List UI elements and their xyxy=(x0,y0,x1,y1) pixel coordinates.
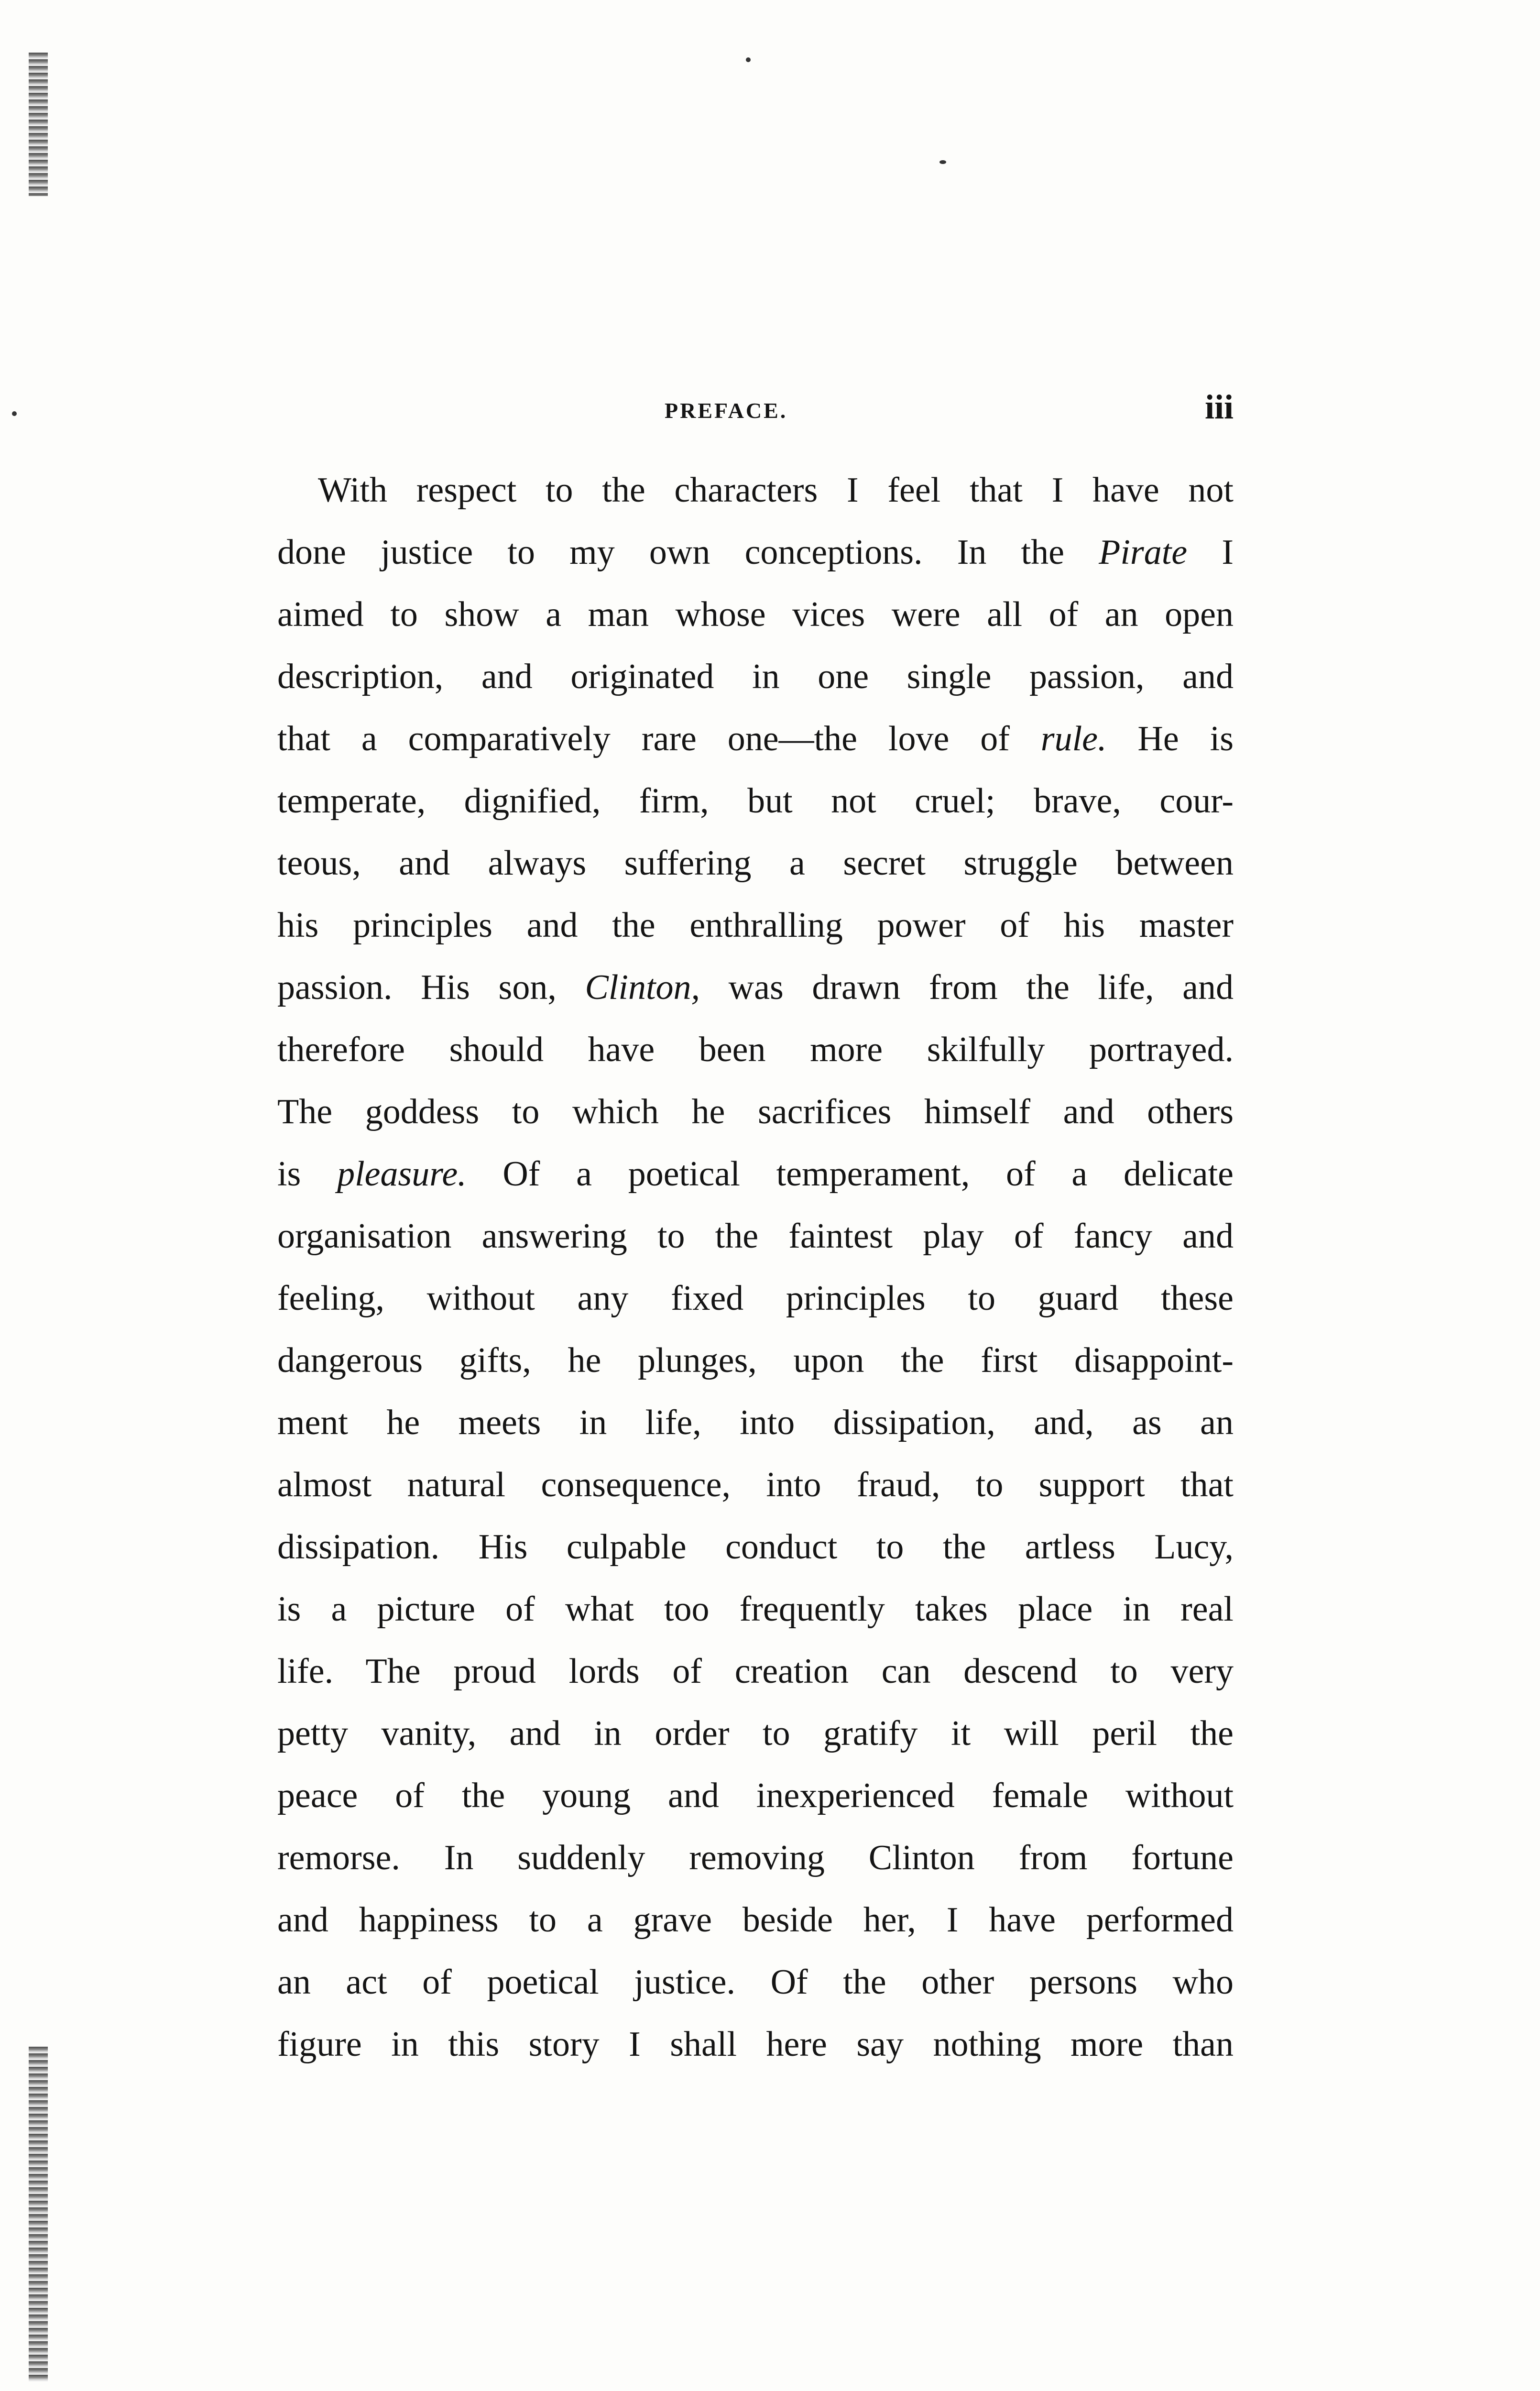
text-segment: He is xyxy=(1106,719,1234,758)
text-segment: an act of poetical justice. Of the other persons who xyxy=(277,1963,1234,2002)
text-segment: remorse. In suddenly removing Clinton from fortune xyxy=(277,1838,1234,1877)
text-segment: passion. His son, xyxy=(277,968,585,1007)
text-line xyxy=(277,1329,1234,1392)
text-segment: I xyxy=(1187,533,1234,572)
italic-text-segment: Pirate xyxy=(1099,533,1188,572)
text-line xyxy=(277,1827,1234,1889)
text-line xyxy=(277,770,1234,832)
text-segment: is a picture of what too frequently takes place in real xyxy=(277,1590,1234,1629)
text-segment: The goddess to which he sacrifices himself and others xyxy=(277,1092,1234,1131)
text-segment: done justice to my own conceptions. In the xyxy=(277,533,1099,572)
italic-text-segment: rule. xyxy=(1040,719,1107,758)
scan-speck xyxy=(939,160,946,164)
text-segment: is xyxy=(277,1154,338,1194)
text-line xyxy=(277,1143,1234,1205)
text-line xyxy=(277,1081,1234,1143)
text-line xyxy=(277,1765,1234,1827)
text-segment: was drawn from the life, and xyxy=(700,968,1234,1007)
text-segment: that a comparatively rare one—the love of xyxy=(277,719,1041,758)
text-line xyxy=(277,646,1234,708)
text-segment: ment he meets in life, into dissipation, and, as an xyxy=(277,1403,1234,1442)
scan-speck xyxy=(12,411,17,416)
text-line xyxy=(277,832,1234,894)
text-segment: Of a poetical temperament, of a delicate xyxy=(466,1154,1234,1194)
text-segment: dangerous gifts, he plunges, upon the first disappoint- xyxy=(277,1341,1234,1380)
text-segment: description, and originated in one single passion, and xyxy=(277,657,1234,696)
text-line xyxy=(277,1454,1234,1516)
text-segment: organisation answering to the faintest play of fancy and xyxy=(277,1217,1234,1256)
text-line xyxy=(277,956,1234,1019)
scan-speck xyxy=(746,57,751,62)
text-segment: and happiness to a grave beside her, I have performed xyxy=(277,1900,1234,1940)
text-line xyxy=(277,521,1234,583)
text-segment: temperate, dignified, firm, but not cruel; brave, cour- xyxy=(277,781,1234,821)
page-number: iii xyxy=(1204,388,1234,426)
text-line xyxy=(277,708,1234,770)
text-line xyxy=(277,1516,1234,1578)
text-segment: therefore should have been more skilfully portrayed. xyxy=(277,1030,1234,1069)
running-head: PREFACE. xyxy=(665,398,788,423)
text-segment: teous, and always suffering a secret struggle between xyxy=(277,844,1234,883)
text-segment: With respect to the characters I feel that I have not xyxy=(318,471,1234,510)
text-line xyxy=(277,894,1234,956)
italic-text-segment: Clinton, xyxy=(585,968,700,1007)
text-line xyxy=(277,1951,1234,2013)
page-header xyxy=(277,387,1234,435)
text-segment: dissipation. His culpable conduct to the artless Lucy, xyxy=(277,1527,1234,1567)
text-line xyxy=(277,1702,1234,1765)
text-line xyxy=(277,1640,1234,1702)
text-segment: peace of the young and inexperienced female without xyxy=(277,1776,1234,1815)
text-line xyxy=(277,459,1234,521)
page-gutter-shadow xyxy=(29,2047,48,2381)
text-segment: almost natural consequence, into fraud, to support that xyxy=(277,1465,1234,1504)
italic-text-segment: pleasure. xyxy=(337,1154,467,1194)
text-line xyxy=(277,1205,1234,1267)
text-segment: petty vanity, and in order to gratify it will peril the xyxy=(277,1714,1234,1753)
text-segment: aimed to show a man whose vices were all of an open xyxy=(277,595,1234,634)
body-text xyxy=(277,459,1234,2075)
text-segment: his principles and the enthralling power of his master xyxy=(277,906,1234,945)
text-line xyxy=(277,1578,1234,1640)
text-line xyxy=(277,1889,1234,1951)
text-segment: life. The proud lords of creation can descend to very xyxy=(277,1652,1234,1691)
text-segment: figure in this story I shall here say nothing more than xyxy=(277,2025,1234,2064)
text-line xyxy=(277,2013,1234,2075)
text-line xyxy=(277,1019,1234,1081)
page-gutter-shadow xyxy=(29,53,48,196)
text-line xyxy=(277,1267,1234,1329)
text-line xyxy=(277,1392,1234,1454)
text-segment: feeling, without any fixed principles to guard these xyxy=(277,1279,1234,1318)
text-line xyxy=(277,583,1234,646)
